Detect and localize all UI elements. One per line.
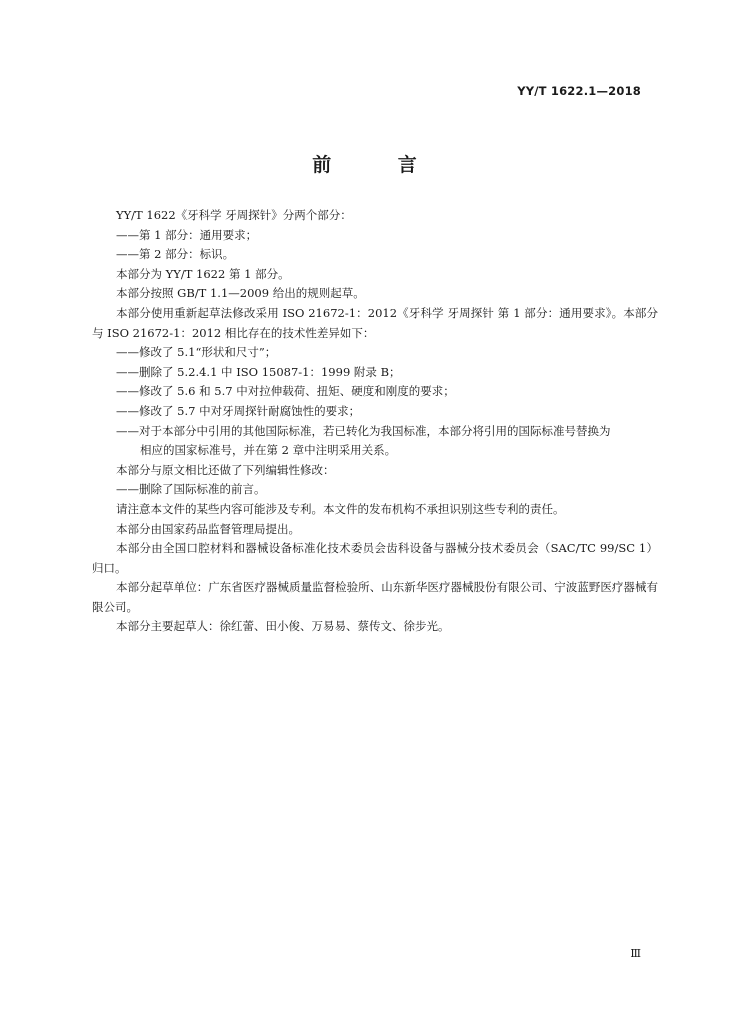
paragraph: YY/T 1622《牙科学 牙周探针》分两个部分：: [116, 208, 352, 222]
paragraph: 请注意本文件的某些内容可能涉及专利。本文件的发布机构不承担识别这些专利的责任。: [116, 501, 565, 516]
list-item: ——第 1 部分：通用要求；: [116, 227, 258, 242]
paragraph: 本部分使用重新起草法修改采用 ISO 21672-1：2012《牙科学 牙周探针 第 1 部分：通用要求》。本部分与 ISO 21672-1：2012 相比存在的技术性差异如下：: [92, 305, 658, 340]
paragraph: 本部分由国家药品监督管理局提出。: [116, 521, 300, 536]
list-item: ——对于本部分中引用的其他国际标准，若已转化为我国标准，本部分将引用的国际标准号替换为: [116, 423, 611, 438]
list-item: ——修改了 5.6 和 5.7 中对拉伸载荷、扭矩、硬度和刚度的要求；: [116, 384, 455, 399]
list-item: ——修改了 5.1“形状和尺寸”；: [116, 345, 277, 360]
list-item: ——删除了国际标准的前言。: [116, 482, 266, 497]
paragraph: 本部分与原文相比还做了下列编辑性修改：: [116, 462, 335, 477]
standard-code: YY/T 1622.1—2018: [517, 84, 641, 98]
page-number: Ⅲ: [630, 947, 641, 960]
paragraph: 本部分按照 GB/T 1.1—2009 给出的规则起草。: [116, 286, 365, 301]
paragraph: 本部分起草单位：广东省医疗器械质量监督检验所、山东新华医疗器械股份有限公司、宁波蓝野医疗器械有限公司。: [92, 580, 658, 614]
paragraph: 本部分主要起草人：徐红蕾、田小俊、万易易、蔡传文、徐步光。: [116, 619, 450, 634]
list-item: ——删除了 5.2.4.1 中 ISO 15087-1：1999 附录 B；: [116, 364, 401, 379]
foreword-body: [92, 206, 658, 637]
list-item: ——第 2 部分：标识。: [116, 247, 235, 262]
paragraph: 本部分由全国口腔材料和器械设备标准化技术委员会齿科设备与器械分技术委员会（SAC/TC 99/SC 1）归口。: [92, 541, 658, 575]
list-item: ——修改了 5.7 中对牙周探针耐腐蚀性的要求；: [116, 403, 361, 418]
paragraph: 本部分为 YY/T 1622 第 1 部分。: [116, 266, 290, 281]
page-title: 前 言: [312, 154, 447, 176]
list-item-continuation: 相应的国家标准号，并在第 2 章中注明采用关系。: [140, 443, 397, 458]
